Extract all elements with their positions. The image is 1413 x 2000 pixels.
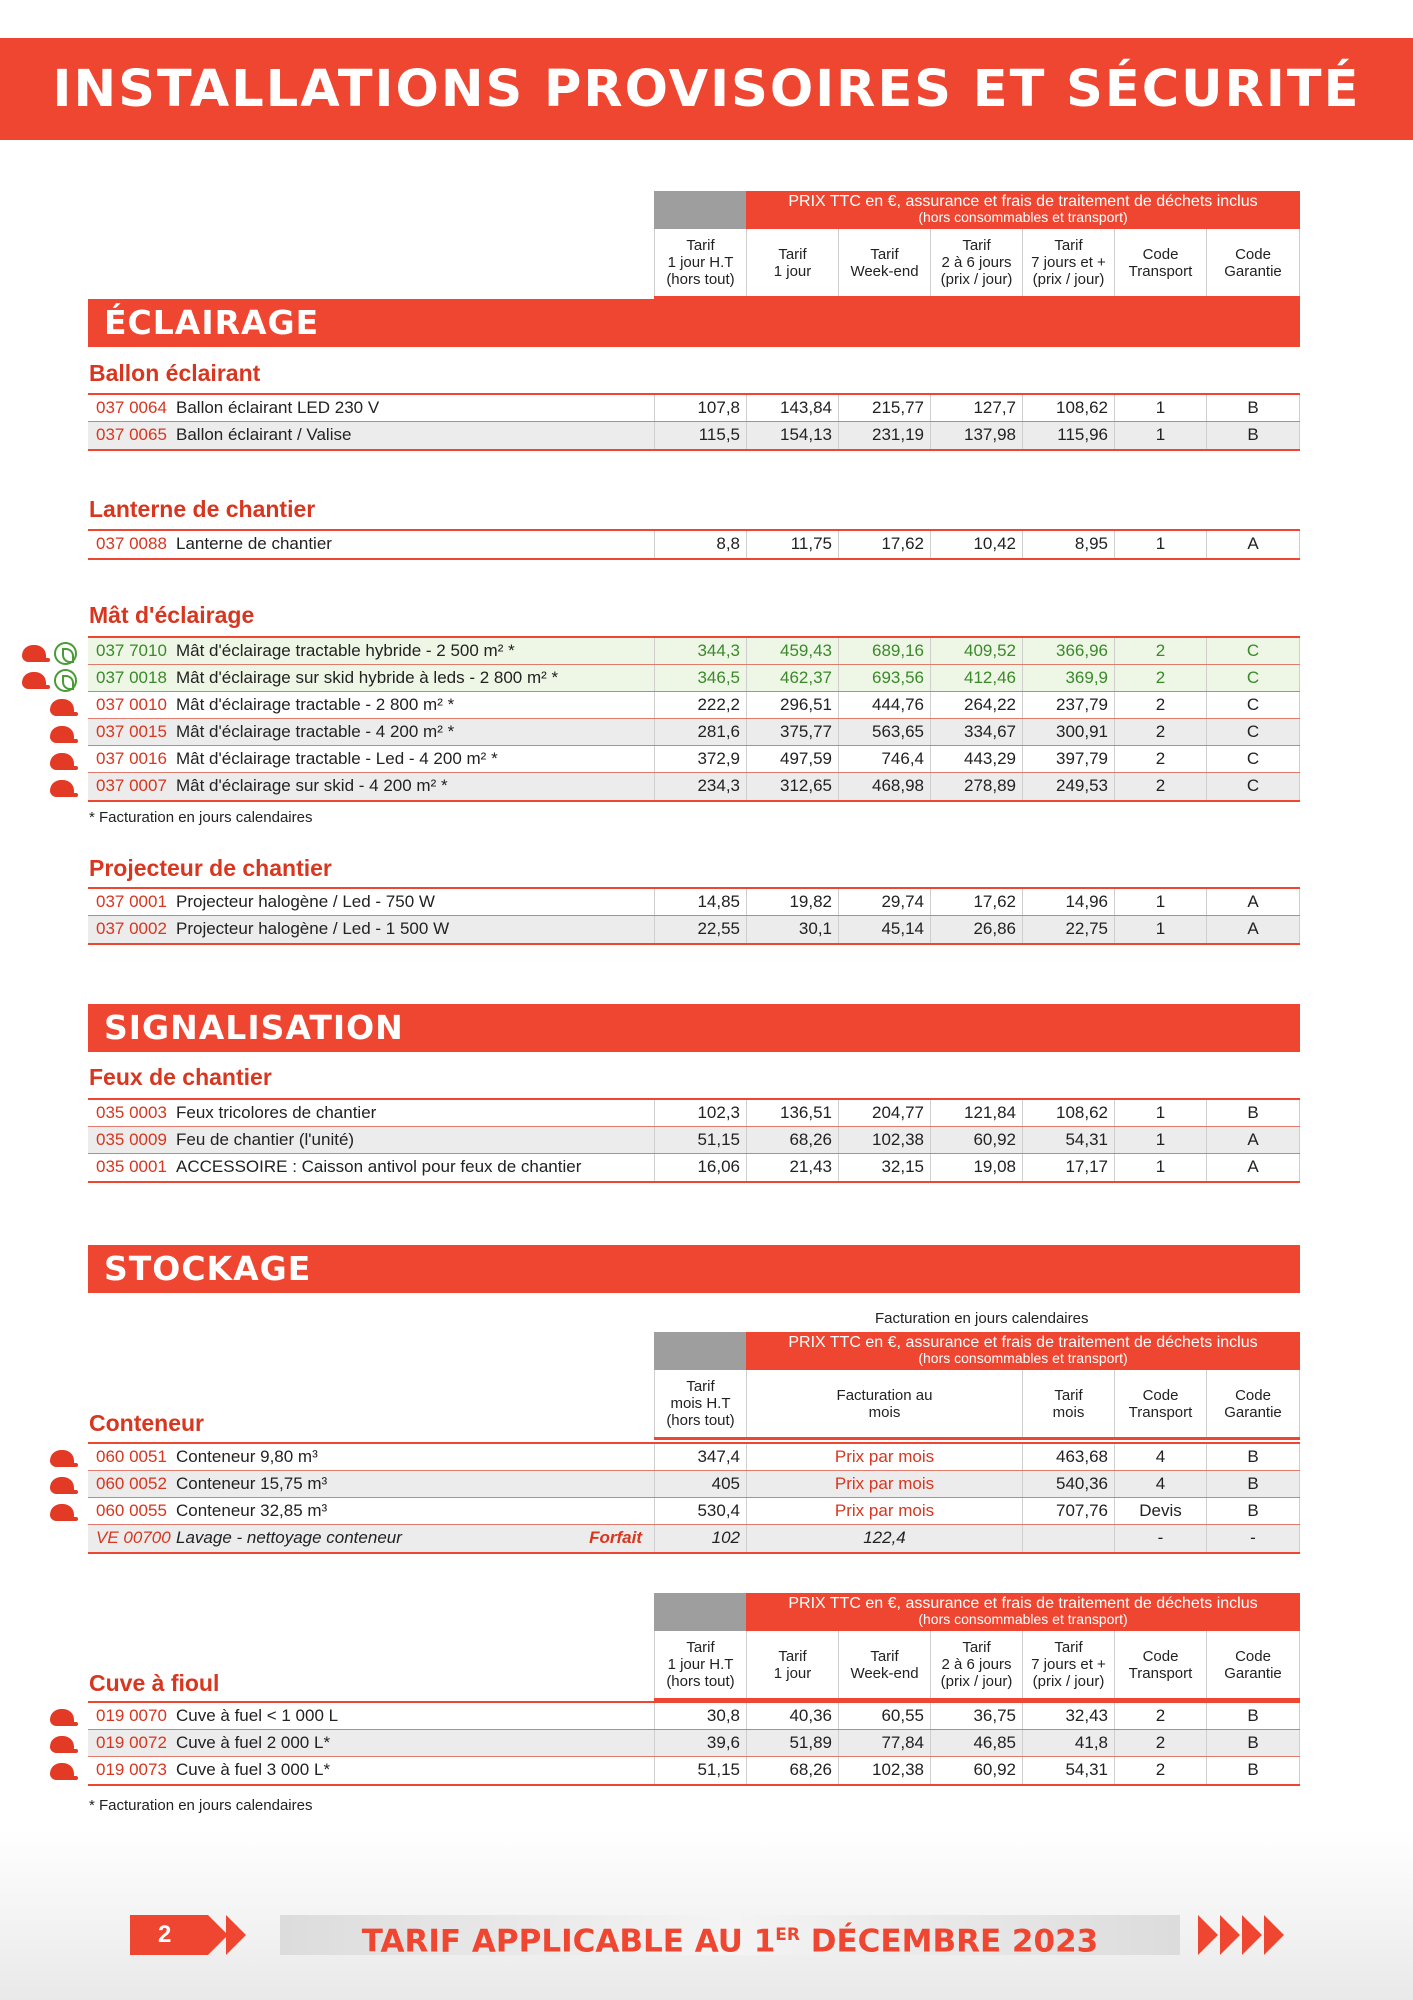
chevron-right-icon — [226, 1915, 246, 1955]
price-7-jours: 54,31 — [1022, 1757, 1114, 1784]
facturation-mois: Prix par mois — [746, 1444, 1022, 1470]
note-calendaires-mat: * Facturation en jours calendaires — [89, 809, 313, 826]
price-2-6-jours: 264,22 — [930, 692, 1022, 718]
article-code: 037 0016 — [96, 749, 167, 768]
code-transport: - — [1114, 1525, 1206, 1552]
col-code-transport: Code Transport — [1114, 1370, 1206, 1437]
price-2-6-jours: 46,85 — [930, 1730, 1022, 1756]
section-eclairage: ÉCLAIRAGE — [88, 299, 1300, 347]
col-code-transport: Code Transport — [1114, 1631, 1206, 1698]
article-code: 019 0070 — [96, 1706, 167, 1725]
title-banner — [0, 38, 1413, 140]
helmet-icon — [50, 1477, 74, 1494]
code-transport: 1 — [1114, 531, 1206, 558]
helmet-icon — [50, 1450, 74, 1467]
price-7-jours: 249,53 — [1022, 773, 1114, 800]
header-price-title: PRIX TTC en €, assurance et frais de traitement de déchets inclus (hors consommables et transport) — [746, 1332, 1300, 1370]
code-transport: 1 — [1114, 1154, 1206, 1181]
price-weekend: 689,16 — [838, 638, 930, 664]
price-header-conteneur — [654, 1332, 1300, 1440]
article-code: 037 0088 — [96, 534, 167, 553]
price-weekend: 468,98 — [838, 773, 930, 800]
col-tarif-mois-ht: Tarif mois H.T (hors tout) — [654, 1370, 746, 1437]
price-2-6-jours: 121,84 — [930, 1100, 1022, 1126]
chevron-right-icon — [1264, 1915, 1284, 1955]
leaf-icon — [54, 642, 77, 665]
price-2-6-jours: 17,62 — [930, 889, 1022, 915]
article-label: Feux tricolores de chantier — [176, 1103, 377, 1122]
helmet-icon — [50, 1736, 74, 1753]
header-price-title — [746, 191, 1300, 229]
article-label: Projecteur halogène / Led - 750 W — [176, 892, 435, 911]
price-7-jours: 397,79 — [1022, 746, 1114, 772]
price-weekend: 102,38 — [838, 1757, 930, 1784]
table-conteneur — [88, 1442, 1300, 1554]
article-code: 037 0018 — [96, 668, 167, 687]
code-transport: 4 — [1114, 1444, 1206, 1470]
price-ht: 16,06 — [654, 1154, 746, 1181]
code-transport: 2 — [1114, 1730, 1206, 1756]
chevron-right-icon — [1220, 1915, 1240, 1955]
code-garantie: C — [1206, 746, 1300, 772]
article-code: VE 00700 — [96, 1528, 171, 1547]
page-title: INSTALLATIONS PROVISOIRES ET SÉCURITÉ — [52, 59, 1361, 119]
page-number: 2 — [130, 1915, 208, 1955]
subtitle-cuve: Cuve à fioul — [89, 1670, 220, 1696]
price-ht: 405 — [654, 1471, 746, 1497]
price-ht: 530,4 — [654, 1498, 746, 1524]
price-ht: 8,8 — [654, 531, 746, 558]
chevron-right-icon — [208, 1915, 228, 1955]
code-garantie: C — [1206, 719, 1300, 745]
article-label: Mât d'éclairage tractable - 4 200 m² * — [176, 722, 455, 741]
price-2-6-jours: 409,52 — [930, 638, 1022, 664]
price-weekend: 215,77 — [838, 395, 930, 421]
price-2-6-jours: 19,08 — [930, 1154, 1022, 1181]
price-7-jours: 41,8 — [1022, 1730, 1114, 1756]
price-weekend: 29,74 — [838, 889, 930, 915]
article-label: Conteneur 15,75 m³ — [176, 1474, 328, 1493]
header-gray-cell — [654, 1593, 746, 1631]
note-calendaires-cuve: * Facturation en jours calendaires — [89, 1797, 313, 1814]
code-garantie: C — [1206, 665, 1300, 691]
article-label: ACCESSOIRE : Caisson antivol pour feux de chantier — [176, 1157, 582, 1176]
code-garantie: B — [1206, 1471, 1300, 1497]
article-label: Mât d'éclairage tractable - Led - 4 200 m² * — [176, 749, 498, 768]
price-7-jours: 366,96 — [1022, 638, 1114, 664]
price-7-jours: 369,9 — [1022, 665, 1114, 691]
price-1jour: 19,82 — [746, 889, 838, 915]
article-code: 019 0072 — [96, 1733, 167, 1752]
article-code: 037 7010 — [96, 641, 167, 660]
col-code-garantie: Code Garantie — [1206, 229, 1300, 296]
table-cuve — [88, 1701, 1300, 1786]
code-transport: 2 — [1114, 638, 1206, 664]
table-row — [88, 1471, 1300, 1498]
price-ht: 39,6 — [654, 1730, 746, 1756]
article-label: Lavage - nettoyage conteneur Forfait — [176, 1525, 654, 1552]
header-price-title: PRIX TTC en €, assurance et frais de traitement de déchets inclus (hors consommables et transport) — [746, 1593, 1300, 1631]
code-garantie: A — [1206, 1127, 1300, 1153]
article-label: Mât d'éclairage tractable hybride - 2 500 m² * — [176, 641, 515, 660]
table-mat — [88, 636, 1300, 802]
price-weekend: 444,76 — [838, 692, 930, 718]
price-weekend: 693,56 — [838, 665, 930, 691]
price-1jour: 143,84 — [746, 395, 838, 421]
col-tarif-1jour-ht: Tarif 1 jour H.T (hors tout) — [654, 1631, 746, 1698]
col-tarif-weekend: Tarif Week-end — [838, 1631, 930, 1698]
code-transport: 2 — [1114, 773, 1206, 800]
price-ht: 14,85 — [654, 889, 746, 915]
price-ht: 346,5 — [654, 665, 746, 691]
price-1jour: 68,26 — [746, 1127, 838, 1153]
price-ht: 107,8 — [654, 395, 746, 421]
code-garantie: B — [1206, 422, 1300, 449]
price-7-jours: 17,17 — [1022, 1154, 1114, 1181]
helmet-icon — [50, 1709, 74, 1726]
price-ht: 281,6 — [654, 719, 746, 745]
code-transport: 1 — [1114, 916, 1206, 943]
article-label: Mât d'éclairage sur skid hybride à leds - 2 800 m² * — [176, 668, 559, 687]
price-ht: 22,55 — [654, 916, 746, 943]
code-transport: Devis — [1114, 1498, 1206, 1524]
code-garantie: B — [1206, 1444, 1300, 1470]
price-weekend: 204,77 — [838, 1100, 930, 1126]
table-ballon — [88, 393, 1300, 451]
col-code-garantie: Code Garantie — [1206, 1370, 1300, 1437]
code-garantie: A — [1206, 1154, 1300, 1181]
price-1jour: 497,59 — [746, 746, 838, 772]
code-garantie: A — [1206, 889, 1300, 915]
forfait-label: Forfait — [589, 1528, 642, 1547]
price-1jour: 68,26 — [746, 1757, 838, 1784]
price-2-6-jours: 127,7 — [930, 395, 1022, 421]
code-transport: 4 — [1114, 1471, 1206, 1497]
code-garantie: B — [1206, 1498, 1300, 1524]
subtitle-ballon: Ballon éclairant — [89, 360, 261, 386]
article-code: 037 0015 — [96, 722, 167, 741]
col-tarif-weekend: Tarif Week-end — [838, 229, 930, 296]
article-code: 035 0003 — [96, 1103, 167, 1122]
price-1jour: 375,77 — [746, 719, 838, 745]
chevron-right-icon — [1198, 1915, 1218, 1955]
article-code: 019 0073 — [96, 1760, 167, 1779]
price-1jour: 30,1 — [746, 916, 838, 943]
article-code: 035 0009 — [96, 1130, 167, 1149]
table-row — [88, 1757, 1300, 1784]
col-code-garantie: Code Garantie — [1206, 1631, 1300, 1698]
helmet-icon — [22, 672, 46, 689]
article-label: Conteneur 9,80 m³ — [176, 1447, 318, 1466]
price-2-6-jours: 412,46 — [930, 665, 1022, 691]
price-1jour: 154,13 — [746, 422, 838, 449]
code-garantie: - — [1206, 1525, 1300, 1552]
price-2-6-jours: 60,92 — [930, 1127, 1022, 1153]
note-calendaires-stockage: Facturation en jours calendaires — [875, 1310, 1089, 1327]
table-row — [88, 1100, 1300, 1127]
article-code: 060 0051 — [96, 1447, 167, 1466]
code-garantie: B — [1206, 1100, 1300, 1126]
price-7-jours: 54,31 — [1022, 1127, 1114, 1153]
code-transport: 2 — [1114, 665, 1206, 691]
code-transport: 1 — [1114, 1100, 1206, 1126]
price-7-jours: 108,62 — [1022, 1100, 1114, 1126]
col-tarif-1jour-ht: Tarif 1 jour H.T (hors tout) — [654, 229, 746, 296]
code-garantie: A — [1206, 916, 1300, 943]
article-label: Ballon éclairant LED 230 V — [176, 398, 380, 417]
price-1jour: 312,65 — [746, 773, 838, 800]
col-code-transport: Code Transport — [1114, 229, 1206, 296]
price-7-jours: 8,95 — [1022, 531, 1114, 558]
tarif-applicable-banner: TARIF APPLICABLE AU 1ER DÉCEMBRE 2023 — [280, 1915, 1180, 1955]
table-row — [88, 719, 1300, 746]
col-tarif-2-6-jours: Tarif 2 à 6 jours (prix / jour) — [930, 1631, 1022, 1698]
table-lanterne — [88, 529, 1300, 560]
table-row — [88, 395, 1300, 422]
table-feux — [88, 1098, 1300, 1183]
price-mois — [1022, 1525, 1114, 1552]
price-2-6-jours: 26,86 — [930, 916, 1022, 943]
article-label: Ballon éclairant / Valise — [176, 425, 352, 444]
article-label: Feu de chantier (l'unité) — [176, 1130, 355, 1149]
price-ht: 51,15 — [654, 1757, 746, 1784]
code-transport: 1 — [1114, 422, 1206, 449]
price-weekend: 32,15 — [838, 1154, 930, 1181]
facturation-mois: Prix par mois — [746, 1471, 1022, 1497]
price-ht: 344,3 — [654, 638, 746, 664]
col-facturation-mois: Facturation au mois — [746, 1370, 1022, 1437]
subtitle-conteneur: Conteneur — [89, 1410, 204, 1436]
article-label: Lanterne de chantier — [176, 534, 332, 553]
table-row — [88, 1444, 1300, 1471]
header-price-subtitle: (hors consommables et transport) — [918, 209, 1128, 225]
code-transport: 1 — [1114, 889, 1206, 915]
code-garantie: B — [1206, 1730, 1300, 1756]
table-projecteur — [88, 887, 1300, 945]
price-weekend: 17,62 — [838, 531, 930, 558]
price-1jour: 21,43 — [746, 1154, 838, 1181]
price-7-jours: 14,96 — [1022, 889, 1114, 915]
price-ht: 222,2 — [654, 692, 746, 718]
code-garantie: C — [1206, 692, 1300, 718]
article-code: 035 0001 — [96, 1157, 167, 1176]
table-row — [88, 1703, 1300, 1730]
code-transport: 2 — [1114, 692, 1206, 718]
price-weekend: 45,14 — [838, 916, 930, 943]
price-7-jours: 300,91 — [1022, 719, 1114, 745]
price-2-6-jours: 10,42 — [930, 531, 1022, 558]
price-weekend: 231,19 — [838, 422, 930, 449]
code-transport: 2 — [1114, 719, 1206, 745]
code-garantie: B — [1206, 395, 1300, 421]
article-label: Mât d'éclairage tractable - 2 800 m² * — [176, 695, 455, 714]
table-row — [88, 531, 1300, 558]
col-tarif-mois: Tarif mois — [1022, 1370, 1114, 1437]
article-code: 037 0001 — [96, 892, 167, 911]
price-2-6-jours: 443,29 — [930, 746, 1022, 772]
price-2-6-jours: 334,67 — [930, 719, 1022, 745]
price-weekend: 60,55 — [838, 1703, 930, 1729]
table-row — [88, 422, 1300, 449]
table-row — [88, 1154, 1300, 1181]
article-code: 060 0052 — [96, 1474, 167, 1493]
subtitle-lanterne: Lanterne de chantier — [89, 496, 316, 522]
price-7-jours: 22,75 — [1022, 916, 1114, 943]
code-garantie: B — [1206, 1703, 1300, 1729]
price-1jour: 462,37 — [746, 665, 838, 691]
price-weekend: 77,84 — [838, 1730, 930, 1756]
article-label: Cuve à fuel 2 000 L* — [176, 1733, 331, 1752]
table-row — [88, 773, 1300, 800]
facturation-mois: Prix par mois — [746, 1498, 1022, 1524]
code-garantie: A — [1206, 531, 1300, 558]
price-weekend: 746,4 — [838, 746, 930, 772]
price-ht: 115,5 — [654, 422, 746, 449]
price-2-6-jours: 60,92 — [930, 1757, 1022, 1784]
article-code: 037 0010 — [96, 695, 167, 714]
price-ht: 102 — [654, 1525, 746, 1552]
subtitle-feux: Feux de chantier — [89, 1064, 272, 1090]
helmet-icon — [50, 726, 74, 743]
price-7-jours: 115,96 — [1022, 422, 1114, 449]
col-tarif-7-jours: Tarif 7 jours et + (prix / jour) — [1022, 1631, 1114, 1698]
header-gray-cell — [654, 191, 746, 229]
price-1jour: 51,89 — [746, 1730, 838, 1756]
price-header-cuve — [654, 1593, 1300, 1701]
price-ht: 51,15 — [654, 1127, 746, 1153]
code-transport: 2 — [1114, 746, 1206, 772]
code-transport: 1 — [1114, 1127, 1206, 1153]
price-mois: 463,68 — [1022, 1444, 1114, 1470]
table-row — [88, 665, 1300, 692]
price-mois: 540,36 — [1022, 1471, 1114, 1497]
price-weekend: 102,38 — [838, 1127, 930, 1153]
section-stockage: STOCKAGE — [88, 1245, 1300, 1293]
article-code: 037 0007 — [96, 776, 167, 795]
price-2-6-jours: 137,98 — [930, 422, 1022, 449]
col-tarif-1jour: Tarif 1 jour — [746, 1631, 838, 1698]
article-label: Mât d'éclairage sur skid - 4 200 m² * — [176, 776, 448, 795]
price-ht: 102,3 — [654, 1100, 746, 1126]
code-garantie: B — [1206, 1757, 1300, 1784]
table-row — [88, 1498, 1300, 1525]
code-transport: 2 — [1114, 1757, 1206, 1784]
article-code: 037 0064 — [96, 398, 167, 417]
col-tarif-7-jours: Tarif 7 jours et + (prix / jour) — [1022, 229, 1114, 296]
code-garantie: C — [1206, 638, 1300, 664]
helmet-icon — [50, 699, 74, 716]
price-ht: 234,3 — [654, 773, 746, 800]
helmet-icon — [50, 780, 74, 797]
subtitle-mat: Mât d'éclairage — [89, 602, 255, 628]
price-ht: 372,9 — [654, 746, 746, 772]
header-price-title-text: PRIX TTC en €, assurance et frais de traitement de déchets inclus — [788, 193, 1258, 210]
table-row — [88, 638, 1300, 665]
price-1jour: 40,36 — [746, 1703, 838, 1729]
subtitle-projecteur: Projecteur de chantier — [89, 855, 332, 881]
col-tarif-2-6-jours: Tarif 2 à 6 jours (prix / jour) — [930, 229, 1022, 296]
helmet-icon — [50, 1504, 74, 1521]
table-row — [88, 889, 1300, 916]
table-row — [88, 692, 1300, 719]
price-2-6-jours: 36,75 — [930, 1703, 1022, 1729]
article-label: Cuve à fuel 3 000 L* — [176, 1760, 331, 1779]
table-row — [88, 746, 1300, 773]
article-label: Conteneur 32,85 m³ — [176, 1501, 328, 1520]
section-signalisation: SIGNALISATION — [88, 1004, 1300, 1052]
article-code: 037 0065 — [96, 425, 167, 444]
header-gray-cell — [654, 1332, 746, 1370]
table-row — [88, 1127, 1300, 1154]
helmet-icon — [50, 753, 74, 770]
table-row — [88, 916, 1300, 943]
col-tarif-1jour: Tarif 1 jour — [746, 229, 838, 296]
price-1jour: 11,75 — [746, 531, 838, 558]
price-2-6-jours: 278,89 — [930, 773, 1022, 800]
chevron-right-icon — [1242, 1915, 1262, 1955]
helmet-icon — [50, 1763, 74, 1780]
price-mois: 707,76 — [1022, 1498, 1114, 1524]
price-1jour: 136,51 — [746, 1100, 838, 1126]
table-row — [88, 1525, 1300, 1552]
article-code: 037 0002 — [96, 919, 167, 938]
article-label: Projecteur halogène / Led - 1 500 W — [176, 919, 450, 938]
price-7-jours: 237,79 — [1022, 692, 1114, 718]
code-transport: 1 — [1114, 395, 1206, 421]
helmet-icon — [22, 645, 46, 662]
article-code: 060 0055 — [96, 1501, 167, 1520]
price-header-eclairage — [654, 191, 1300, 299]
price-ht: 30,8 — [654, 1703, 746, 1729]
price-1jour: 296,51 — [746, 692, 838, 718]
code-garantie: C — [1206, 773, 1300, 800]
code-transport: 2 — [1114, 1703, 1206, 1729]
price-ht: 347,4 — [654, 1444, 746, 1470]
price-weekend: 563,65 — [838, 719, 930, 745]
facturation-mois: 122,4 — [746, 1525, 1022, 1552]
leaf-icon — [54, 669, 77, 692]
price-1jour: 459,43 — [746, 638, 838, 664]
table-row — [88, 1730, 1300, 1757]
price-7-jours: 32,43 — [1022, 1703, 1114, 1729]
article-label: Cuve à fuel < 1 000 L — [176, 1706, 339, 1725]
price-7-jours: 108,62 — [1022, 395, 1114, 421]
